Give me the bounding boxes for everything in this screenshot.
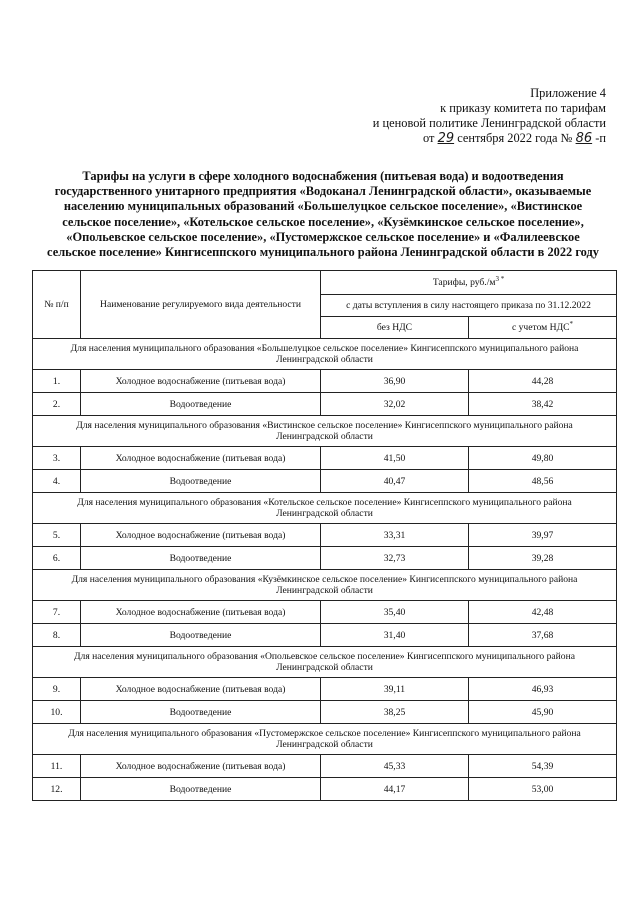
row-activity: Холодное водоснабжение (питьевая вода): [81, 755, 321, 778]
table-row: [33, 447, 617, 470]
row-tariff-no-vat: 32,02: [321, 393, 469, 416]
row-tariff-no-vat: 35,40: [321, 601, 469, 624]
row-tariff-with-vat: 39,28: [469, 547, 617, 570]
row-tariff-no-vat: 44,17: [321, 778, 469, 801]
row-tariff-no-vat: 38,25: [321, 701, 469, 724]
section-header-row: [33, 416, 617, 447]
section-title-line: Ленинградской области: [276, 585, 373, 596]
header-with-vat: [469, 317, 617, 339]
row-activity: Холодное водоснабжение (питьевая вода): [81, 601, 321, 624]
title-line: государственного унитарного предприятия «Водоканал Ленинградской области», оказываемые: [54, 184, 592, 199]
row-number: 9.: [33, 678, 81, 701]
section-header-row: [33, 339, 617, 370]
section-title: [33, 339, 617, 370]
table-row: [33, 370, 617, 393]
table-row: [33, 601, 617, 624]
row-number: 10.: [33, 701, 81, 724]
row-number: 11.: [33, 755, 81, 778]
row-tariff-with-vat: 49,80: [469, 447, 617, 470]
header-activity: Наименование регулируемого вида деятельности: [81, 271, 321, 339]
table-row: [33, 755, 617, 778]
title-line: населению муниципальных образований «Большелуцкое сельское поселение», «Вистинское: [63, 199, 583, 214]
row-number: 8.: [33, 624, 81, 647]
row-tariff-no-vat: 33,31: [321, 524, 469, 547]
table-row: [33, 524, 617, 547]
header-no-vat: без НДС: [321, 317, 469, 339]
row-tariff-no-vat: 39,11: [321, 678, 469, 701]
table-row: [33, 678, 617, 701]
section-title-line: Для населения муниципального образования «Вистинское сельское поселение» Кингисеппского муниципального района: [76, 420, 573, 431]
handwritten-day: 29: [437, 131, 455, 146]
row-tariff-no-vat: 31,40: [321, 624, 469, 647]
row-activity: Водоотведение: [81, 547, 321, 570]
section-title-line: Для населения муниципального образования «Котельское сельское поселение» Кингисеппского муниципального района: [77, 497, 572, 508]
section-title-line: Для населения муниципального образования «Большелуцкое сельское поселение» Кингисеппского муниципального района: [70, 343, 579, 354]
row-tariff-with-vat: 45,90: [469, 701, 617, 724]
title-line: Тарифы на услуги в сфере холодного водоснабжения (питьевая вода) и водоотведения: [82, 169, 564, 183]
section-title: [33, 724, 617, 755]
table-row: [33, 470, 617, 493]
row-tariff-with-vat: 54,39: [469, 755, 617, 778]
table-row: [33, 778, 617, 801]
section-title-line: Ленинградской области: [276, 354, 373, 365]
section-title-line: Для населения муниципального образования «Пустомержское сельское поселение» Кингисеппского муниципального района: [68, 728, 581, 739]
row-activity: Водоотведение: [81, 393, 321, 416]
row-activity: Холодное водоснабжение (питьевая вода): [81, 678, 321, 701]
date-middle: сентября 2022 года №: [457, 131, 573, 145]
section-title-line: Ленинградской области: [276, 431, 373, 442]
title-line: сельское поселение», «Котельское сельское поселение», «Кузёмкинское сельское поселение»,: [62, 214, 584, 229]
row-number: 12.: [33, 778, 81, 801]
row-tariff-no-vat: 41,50: [321, 447, 469, 470]
document-title: [28, 169, 618, 260]
section-title-line: Ленинградской области: [276, 662, 373, 673]
appendix-date-line: [276, 131, 606, 146]
section-title: [33, 570, 617, 601]
section-header-row: [33, 724, 617, 755]
row-tariff-with-vat: 53,00: [469, 778, 617, 801]
title-line: сельское поселение» Кингисеппского муниципального района Ленинградской области в 2022 году: [47, 245, 599, 260]
row-number: 7.: [33, 601, 81, 624]
header-num: № п/п: [33, 271, 81, 339]
section-title-line: Ленинградской области: [276, 739, 373, 750]
section-title: [33, 647, 617, 678]
row-tariff-no-vat: 40,47: [321, 470, 469, 493]
date-suffix: -п: [595, 131, 606, 145]
appendix-label: Приложение 4: [530, 86, 606, 100]
row-tariff-no-vat: 32,73: [321, 547, 469, 570]
title-line: «Опольевское сельское поселение», «Пустомержское сельское поселение» и «Фалилеевское: [66, 229, 580, 244]
header-tariffs: [321, 271, 617, 295]
row-activity: Водоотведение: [81, 701, 321, 724]
row-number: 5.: [33, 524, 81, 547]
appendix-header: [276, 86, 606, 146]
row-tariff-no-vat: 36,90: [321, 370, 469, 393]
section-title-line: Ленинградской области: [276, 508, 373, 519]
header-with-vat-label: с учетом НДС: [511, 322, 570, 333]
row-tariff-with-vat: 44,28: [469, 370, 617, 393]
row-activity: Водоотведение: [81, 624, 321, 647]
row-tariff-with-vat: 37,68: [469, 624, 617, 647]
section-header-row: [33, 647, 617, 678]
row-number: 3.: [33, 447, 81, 470]
date-prefix: от: [423, 131, 435, 145]
row-activity: Холодное водоснабжение (питьевая вода): [81, 524, 321, 547]
handwritten-order-number: 86: [575, 131, 593, 146]
table-header-row: [33, 271, 617, 295]
section-header-row: [33, 493, 617, 524]
header-tariffs-label: Тарифы, руб./м: [432, 277, 496, 288]
row-tariff-no-vat: 45,33: [321, 755, 469, 778]
row-tariff-with-vat: 48,56: [469, 470, 617, 493]
row-number: 6.: [33, 547, 81, 570]
row-activity: Водоотведение: [81, 470, 321, 493]
row-tariff-with-vat: 42,48: [469, 601, 617, 624]
header-with-vat-sup: *: [569, 319, 574, 328]
row-number: 2.: [33, 393, 81, 416]
row-tariff-with-vat: 39,97: [469, 524, 617, 547]
header-period: с даты вступления в силу настоящего приказа по 31.12.2022: [321, 295, 617, 317]
row-tariff-with-vat: 38,42: [469, 393, 617, 416]
table-row: [33, 701, 617, 724]
row-number: 4.: [33, 470, 81, 493]
appendix-committee: и ценовой политике Ленинградской области: [372, 116, 606, 130]
section-header-row: [33, 570, 617, 601]
row-number: 1.: [33, 370, 81, 393]
header-tariffs-sup: 3 *: [495, 274, 505, 283]
table-row: [33, 547, 617, 570]
section-title-line: Для населения муниципального образования «Кузёмкинское сельское поселение» Кингисеппского муниципального района: [71, 574, 578, 585]
row-tariff-with-vat: 46,93: [469, 678, 617, 701]
row-activity: Холодное водоснабжение (питьевая вода): [81, 447, 321, 470]
section-title-line: Для населения муниципального образования «Опольевское сельское поселение» Кингисеппского муниципального района: [74, 651, 575, 662]
appendix-order-ref: к приказу комитета по тарифам: [440, 101, 606, 115]
table-row: [33, 624, 617, 647]
row-activity: Водоотведение: [81, 778, 321, 801]
tariff-table: [32, 270, 617, 801]
section-title: [33, 493, 617, 524]
section-title: [33, 416, 617, 447]
table-row: [33, 393, 617, 416]
row-activity: Холодное водоснабжение (питьевая вода): [81, 370, 321, 393]
